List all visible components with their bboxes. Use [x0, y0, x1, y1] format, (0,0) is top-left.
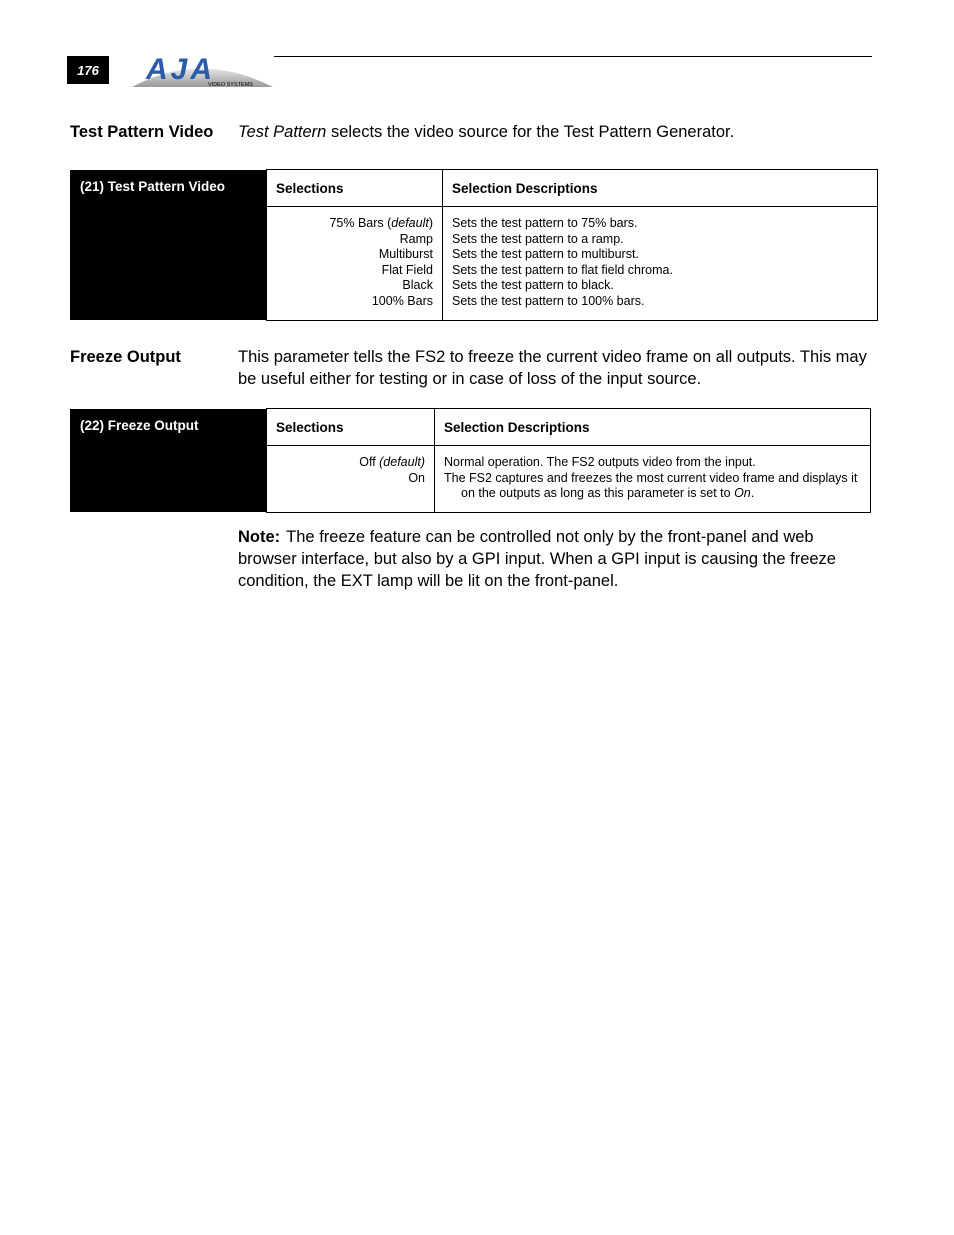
selections-cell: [267, 207, 443, 321]
intro-italic: Test Pattern: [238, 123, 327, 141]
aja-logo: [130, 52, 275, 90]
note-label: Note:: [238, 528, 281, 546]
descriptions-cell: [443, 207, 878, 321]
description-item: Sets the test pattern to flat field chroma.: [452, 262, 673, 277]
description-item: The FS2 captures and freezes the most current video frame and displays it on the outputs as long as this parameter is set to On.: [444, 470, 858, 501]
selection-item: Black: [402, 278, 433, 293]
description-item: Sets the test pattern to multiburst.: [452, 247, 639, 262]
selection-item: 100% Bars: [371, 293, 433, 308]
header-rule: [274, 56, 872, 57]
description-item: Sets the test pattern to 75% bars.: [452, 216, 638, 230]
section-body-freeze-output: This parameter tells the FS2 to freeze the current video frame on all outputs. This may be useful either for testing or in case of loss of the input source.: [238, 348, 867, 388]
description-item: Sets the test pattern to 100% bars.: [452, 293, 645, 308]
selection-item: Multiburst: [378, 247, 433, 262]
table-title: (22) Freeze Output: [70, 409, 267, 513]
column-header-descriptions: Selection Descriptions: [435, 409, 871, 446]
section-heading-test-pattern: Test Pattern Video: [70, 123, 214, 141]
column-header-selections: Selections: [267, 170, 443, 207]
param-table-test-pattern: [70, 169, 878, 321]
selection-item: Off (default): [359, 455, 425, 469]
svg-text:AJA: AJA: [146, 53, 216, 86]
descriptions-cell: [435, 446, 871, 513]
note-text: The freeze feature can be controlled not only by the front-panel and web browser interface, but also by a GPI input. When a GPI input is causing the freeze condition, the EXT lamp will be lit on the front-panel.: [238, 528, 836, 590]
selections-cell: [267, 446, 435, 513]
selection-item: 75% Bars (default): [329, 216, 433, 230]
description-item: Sets the test pattern to a ramp.: [452, 231, 624, 246]
selection-item: Flat Field: [381, 262, 433, 277]
page-number: 176: [67, 56, 109, 84]
selection-item: On: [408, 470, 425, 485]
column-header-descriptions: Selection Descriptions: [443, 170, 878, 207]
column-header-selections: Selections: [267, 409, 435, 446]
description-item: Normal operation. The FS2 outputs video from the input.: [444, 455, 756, 469]
svg-text:VIDEO SYSTEMS: VIDEO SYSTEMS: [208, 82, 253, 88]
table-title: (21) Test Pattern Video: [70, 170, 267, 321]
intro-text: selects the video source for the Test Pattern Generator.: [326, 123, 735, 141]
param-table-freeze-output: [70, 408, 871, 513]
description-item: Sets the test pattern to black.: [452, 278, 614, 293]
selection-item: Ramp: [399, 231, 433, 246]
section-intro-test-pattern: [238, 121, 868, 143]
section-heading-freeze-output: Freeze Output: [70, 348, 181, 366]
note-paragraph: [238, 526, 868, 592]
